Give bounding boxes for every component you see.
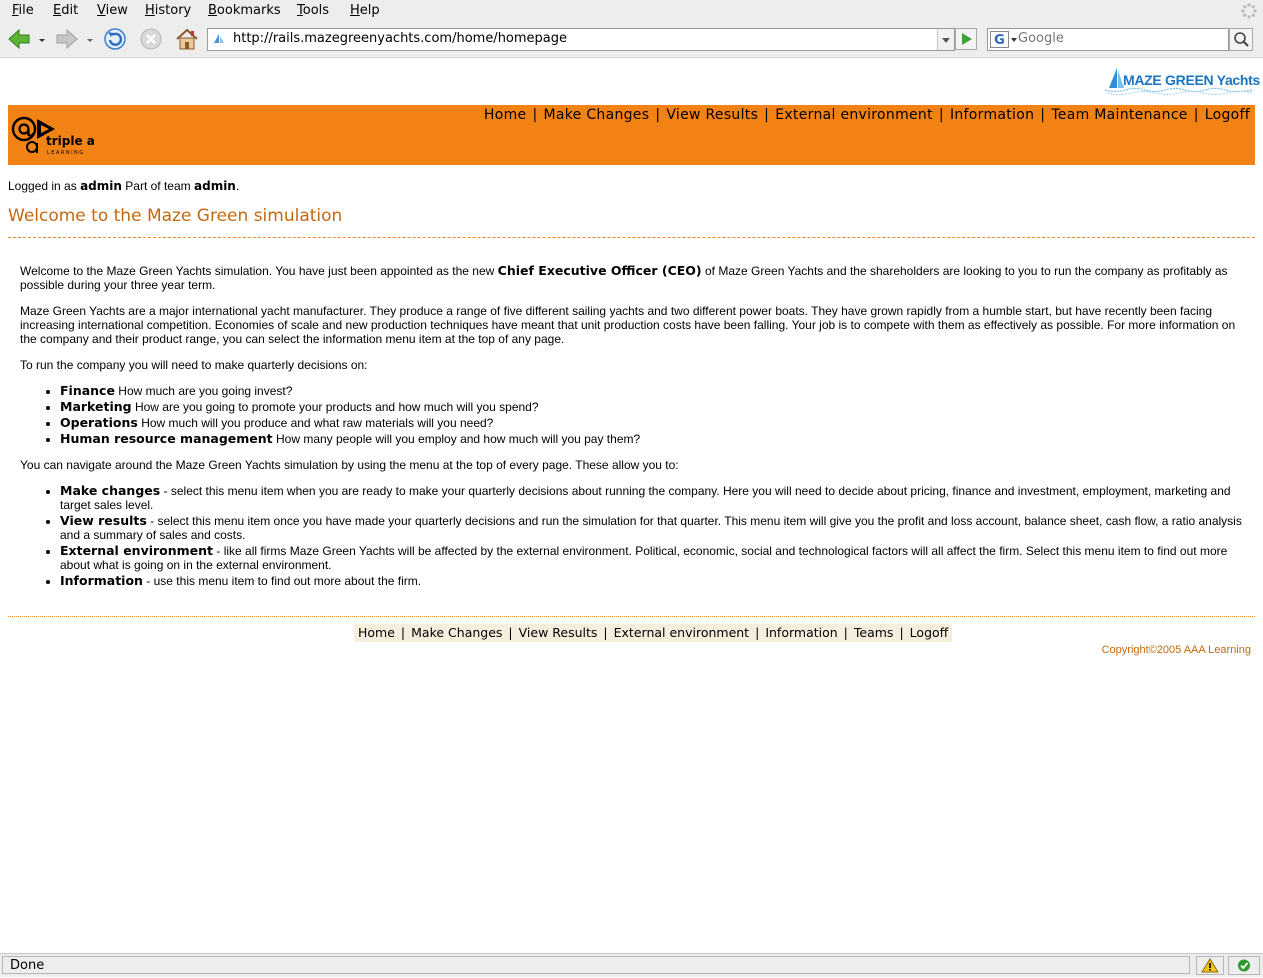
browser-menubar (0, 0, 1263, 22)
logo-text: triple a (46, 134, 95, 148)
page-title: Welcome to the Maze Green simulation (8, 206, 343, 226)
list-item: • Information - use this menu item to find out more about the firm. (60, 574, 1242, 588)
footer-nav-logoff[interactable]: Logoff (909, 625, 949, 640)
navigation-intro: You can navigate around the Maze Green Yachts simulation by using the menu at the top of every page. These allow you to: (20, 458, 679, 472)
dropdown-arrow-icon (938, 29, 954, 50)
list-item: • Human resource management How many people will you employ and how much will you pay them? (60, 432, 1242, 446)
nav-view-results[interactable]: View Results (666, 107, 759, 123)
navigation-list (20, 484, 1242, 588)
url-text[interactable]: http://rails.mazegreenyachts.com/home/homepage (233, 31, 568, 46)
search-button[interactable] (1229, 28, 1253, 51)
throbber-icon (1241, 3, 1257, 19)
list-item: • Marketing How are you going to promote your products and how much will you spend? (60, 400, 1242, 414)
footer-divider (8, 616, 1255, 617)
menu-bookmarks[interactable]: Bookmarks (208, 3, 281, 18)
main-content (20, 264, 1242, 600)
nav-information[interactable]: Information (949, 107, 1035, 123)
list-item: • Finance How much are you going invest? (60, 384, 1242, 398)
ceo-title: Chief Executive Officer (CEO) (497, 263, 702, 278)
search-input[interactable] (1018, 30, 1218, 47)
brand-name: MAZE GREEN Yachts (1123, 72, 1261, 88)
nav-team-maintenance[interactable]: Team Maintenance (1051, 107, 1188, 123)
list-item: • Operations How much will you produce and what raw materials will you need? (60, 416, 1242, 430)
decisions-list (20, 384, 1242, 446)
site-favicon-icon (213, 33, 225, 45)
back-arrow-icon[interactable] (6, 26, 32, 52)
menu-edit[interactable]: Edit (53, 3, 79, 18)
menu-view[interactable]: View (97, 3, 128, 18)
footer-navigation: Home | Make Changes | View Results | External environment | Information | Teams | Logoff (354, 624, 952, 642)
copyright-notice: Copyright©2005 AAA Learning (1101, 644, 1251, 656)
warning-icon (1197, 957, 1223, 974)
footer-nav-teams[interactable]: Teams (853, 625, 894, 640)
nav-make-changes[interactable]: Make Changes (543, 107, 650, 123)
login-team: admin (194, 179, 236, 193)
nav-logoff[interactable]: Logoff (1204, 107, 1250, 123)
header-banner (8, 105, 1255, 165)
login-status: Logged in as admin Part of team admin. (8, 179, 240, 193)
heading-divider (8, 237, 1255, 238)
top-navigation: Home | Make Changes | View Results | External environment | Information | Team Maintenance | Logoff (483, 107, 1250, 123)
footer-nav-external-environment[interactable]: External environment (613, 625, 750, 640)
menu-tools[interactable]: Tools (297, 3, 330, 18)
footer-nav-view-results[interactable]: View Results (518, 625, 598, 640)
google-engine-icon[interactable] (990, 31, 1018, 48)
login-user: admin (80, 179, 122, 193)
web-page (0, 58, 1263, 953)
browser-statusbar (0, 953, 1263, 977)
triple-a-learning-logo (10, 111, 106, 157)
back-history-dropdown-icon[interactable] (36, 26, 48, 52)
menu-history[interactable]: History (145, 3, 192, 18)
go-button[interactable] (955, 28, 977, 50)
url-bar[interactable] (207, 28, 955, 51)
decisions-intro: To run the company you will need to make quarterly decisions on: (20, 358, 368, 372)
search-bar[interactable] (987, 28, 1229, 51)
go-arrow-icon (956, 29, 976, 49)
company-paragraph: Maze Green Yachts are a major international yacht manufacturer. They produce a range of five different sailing yachts and two different power boats. They have grown rapidly from a humble start, but have recently been facing increasing international competition. Economies of scale and new production techniques have meant that unit production costs have been falling. Your job is to compete with them as effectively as possible. For more information on the company and their product range, you can select the information menu item at the top of any page. (20, 304, 1236, 346)
warning-status[interactable] (1196, 956, 1224, 975)
check-icon (1229, 957, 1259, 974)
footer-nav-information[interactable]: Information (765, 625, 838, 640)
intro-paragraph: Welcome to the Maze Green Yachts simulation. You have just been appointed as the new Chief Executive Officer (CEO) of Maze Green Yachts and the shareholders are looking to you to run the company as profitably as possible during your three year term. (20, 263, 1228, 292)
nav-external-environment[interactable]: External environment (775, 107, 933, 123)
stop-icon[interactable] (138, 26, 164, 52)
list-item: • External environment - like all firms Maze Green Yachts will be affected by the external environment. Political, economic, social and technological factors will all affect the firm. Select this menu item to find out more about what is going on in the external environment. (60, 544, 1242, 572)
browser-toolbar (0, 22, 1263, 58)
menu-help[interactable]: Help (350, 3, 380, 18)
nav-home[interactable]: Home (483, 107, 527, 123)
menu-file[interactable]: File (12, 3, 34, 18)
forward-history-dropdown-icon[interactable] (84, 26, 96, 52)
magnifier-icon (1230, 29, 1252, 50)
footer-nav-home[interactable]: Home (358, 625, 395, 640)
list-item: • View results - select this menu item once you have made your quarterly decisions and run the simulation for that quarter. This menu item will give you the profit and loss account, balance sheet, cash flow, a ratio analysis and a summary of sales and costs. (60, 514, 1242, 542)
svg-text:G: G (994, 33, 1005, 48)
list-item: • Make changes - select this menu item when you are ready to make your quarterly decisions about running the company. Here you will need to decide about pricing, finance and investment, employment, marketing and target sales level. (60, 484, 1242, 512)
status-text: Done (2, 956, 1190, 974)
url-history-dropdown[interactable] (937, 29, 954, 50)
logo-subtext: LEARNING (47, 150, 85, 156)
home-icon[interactable] (174, 26, 200, 52)
security-status[interactable] (1228, 956, 1260, 975)
footer-nav-make-changes[interactable]: Make Changes (411, 625, 503, 640)
reload-icon[interactable] (102, 26, 128, 52)
forward-arrow-icon[interactable] (54, 26, 80, 52)
